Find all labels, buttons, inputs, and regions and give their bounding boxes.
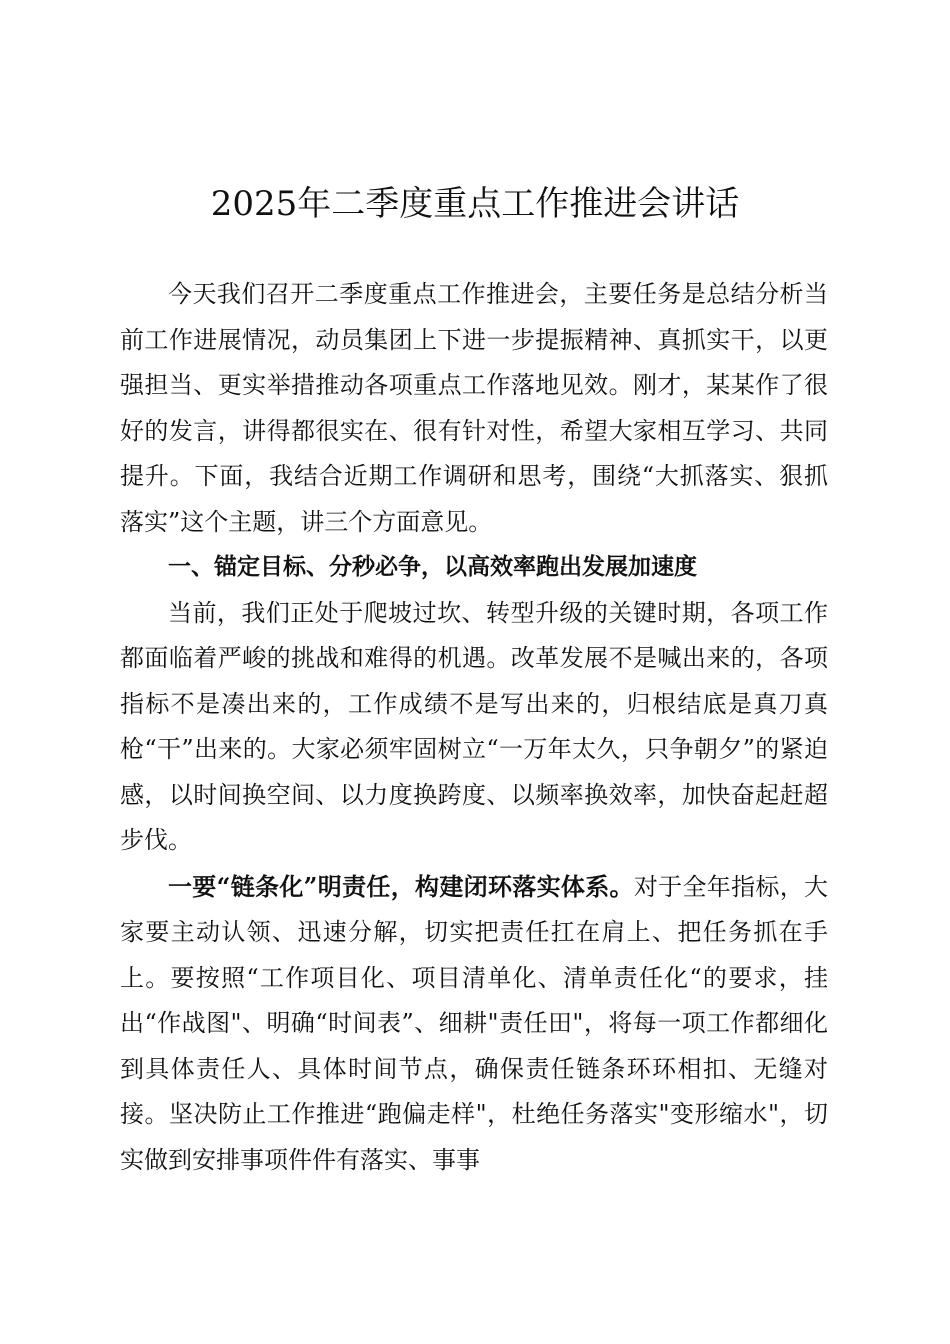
point-1-lead: 一要“链条化”明责任，构建闭环落实体系。 bbox=[168, 871, 634, 901]
section-1-paragraph: 当前，我们正处于爬坡过坎、转型升级的关键时期，各项工作都面临着严峻的挑战和难得的机遇。改革发展不是喊出来的，各项指标不是凑出来的，工作成绩不是写出来的，归根结底是真刀真枪“干”出来的。大家必须牢固树立“一万年太久，只争朝夕”的紧迫感，以时间换空间、以力度换跨度、以频率换效率，加快奋起赶超步伐。 bbox=[120, 598, 828, 854]
document-body bbox=[120, 272, 828, 1183]
section-1-heading: 一、锚定目标、分秒必争，以高效率跑出发展加速度 bbox=[168, 554, 697, 580]
intro-paragraph: 今天我们召开二季度重点工作推进会，主要任务是总结分析当前工作进展情况，动员集团上下进一步提振精神、真抓实干，以更强担当、更实举措推动各项重点工作落地见效。刚才，某某作了很好的发言，讲得都很实在、很有针对性，希望大家相互学习、共同提升。下面，我结合近期工作调研和思考，围绕“大抓落实、狠抓落实”这个主题，讲三个方面意见。 bbox=[120, 280, 828, 536]
document-title: 2025年二季度重点工作推进会讲话 bbox=[210, 184, 740, 224]
point-1-text: 对于全年指标，大家要主动认领、迅速分解，切实把责任扛在肩上、把任务抓在手上。要按照“工作项目化、项目清单化、清单责任化“的要求，挂出“作战图"、明确“时间表”、细耕"责任田"，将每一项工作都细化到具体责任人、具体时间节点，确保责任链条环环相扣、无缝对接。坚决防止工作推进“跑偏走样"，杜绝任务落实"变形缩水"，切实做到安排事项件件有落实、事事 bbox=[120, 872, 829, 1174]
point-1-paragraph bbox=[120, 864, 828, 1184]
